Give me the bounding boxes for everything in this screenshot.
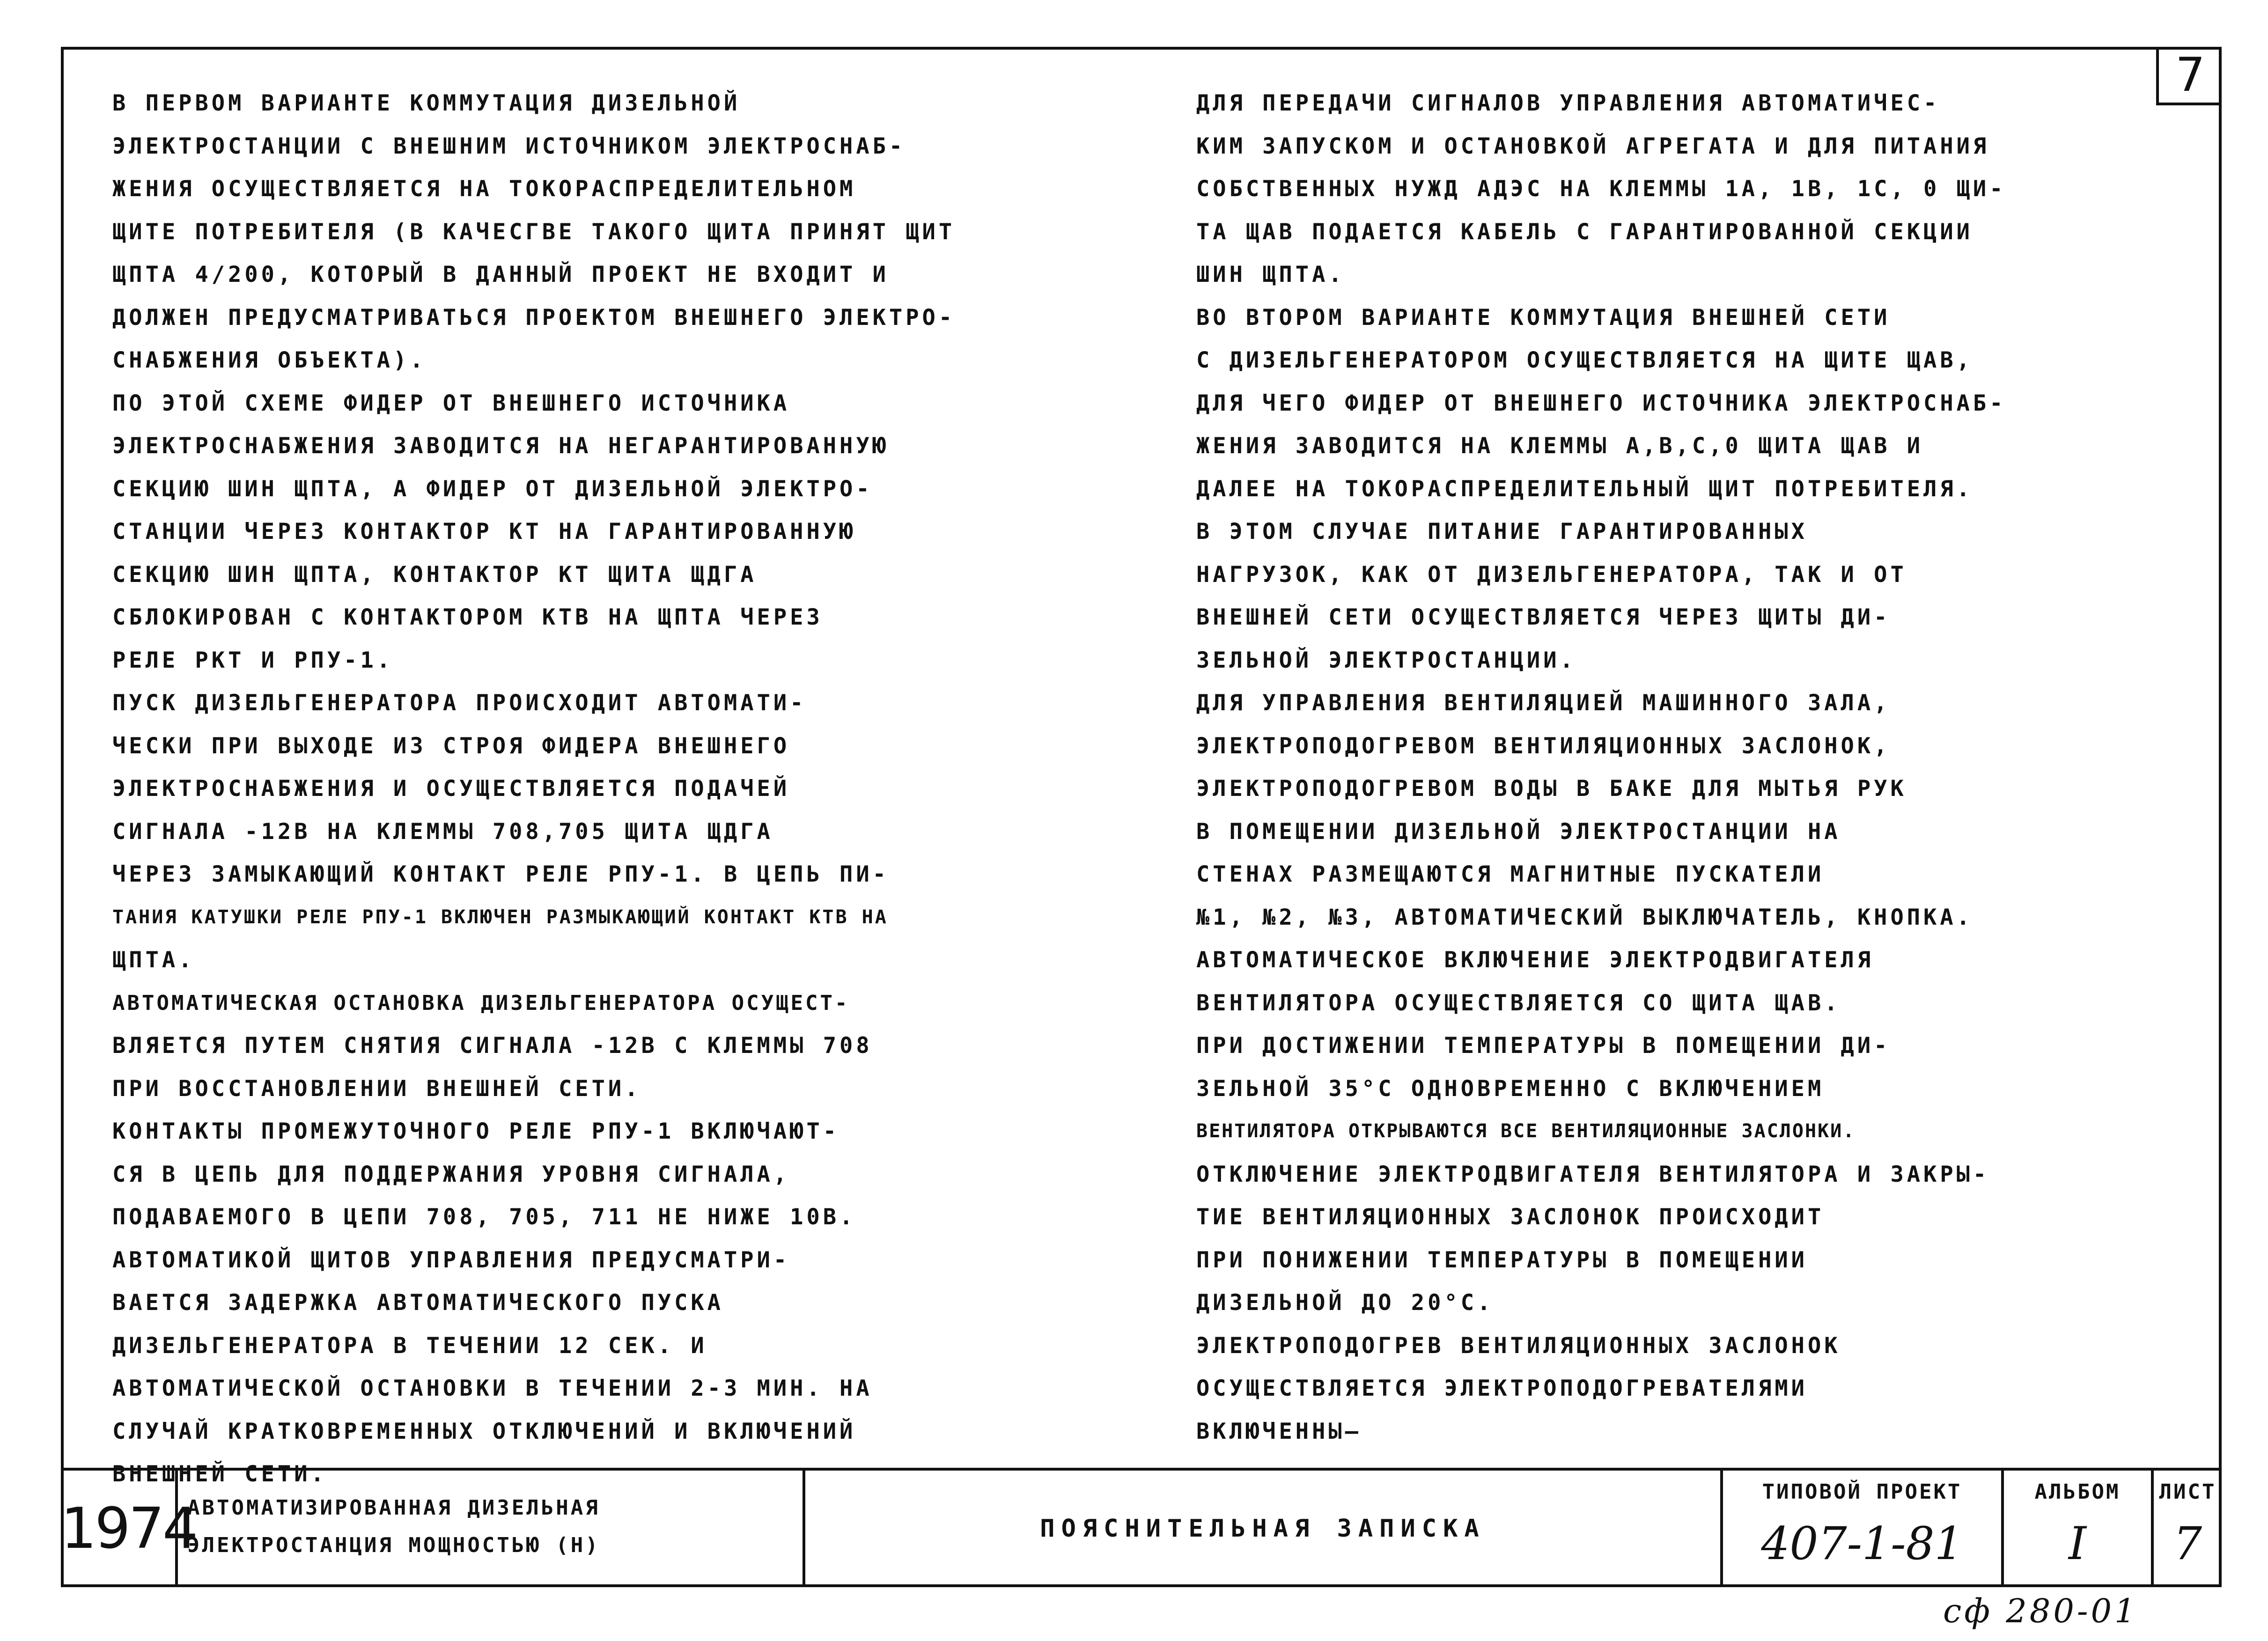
- text-line: СОБСТВЕННЫХ НУЖД АДЭС НА КЛЕММЫ 1А, 1В, 1С, 0 ЩИ-: [1196, 176, 2006, 202]
- text-line: ЗЕЛЬНОЙ ЭЛЕКТРОСТАНЦИИ.: [1196, 647, 1576, 673]
- text-line: ВЛЯЕТСЯ ПУТЕМ СНЯТИЯ СИГНАЛА -12В С КЛЕММЫ 708: [112, 1033, 873, 1059]
- text-line: СЕКЦИЮ ШИН ЩПТА, А ФИДЕР ОТ ДИЗЕЛЬНОЙ ЭЛЕКТРО-: [112, 476, 873, 502]
- text-line: СТАНЦИИ ЧЕРЕЗ КОНТАКТОР КТ НА ГАРАНТИРОВАННУЮ: [112, 519, 856, 545]
- text-line: ЩИТЕ ПОТРЕБИТЕЛЯ (В КАЧЕСГВЕ ТАКОГО ЩИТА ПРИНЯТ ЩИТ: [112, 219, 956, 245]
- text-line: ОТКЛЮЧЕНИЕ ЭЛЕКТРОДВИГАТЕЛЯ ВЕНТИЛЯТОРА И ЗАКРЫ-: [1196, 1161, 1990, 1187]
- text-line: ЭЛЕКТРОСНАБЖЕНИЯ ЗАВОДИТСЯ НА НЕГАРАНТИРОВАННУЮ: [112, 433, 889, 459]
- text-line: ШИН ЩПТА.: [1196, 262, 1345, 287]
- document-title: ПОЯСНИТЕЛЬНАЯ ЗАПИСКА: [805, 1471, 1723, 1587]
- year-cell: 1974: [61, 1471, 178, 1587]
- text-line: ЭЛЕКТРОПОДОГРЕВ ВЕНТИЛЯЦИОННЫХ ЗАСЛОНОК: [1196, 1332, 1841, 1359]
- text-line: СЯ В ЦЕПЬ ДЛЯ ПОДДЕРЖАНИЯ УРОВНЯ СИГНАЛА,: [112, 1161, 790, 1187]
- text-line: ЭЛЕКТРОПОДОГРЕВОМ ВЕНТИЛЯЦИОННЫХ ЗАСЛОНОК,: [1196, 733, 1891, 759]
- text-line: ПУСК ДИЗЕЛЬГЕНЕРАТОРА ПРОИСХОДИТ АВТОМАТИ-: [112, 690, 807, 716]
- text-line: АВТОМАТИКОЙ ЩИТОВ УПРАВЛЕНИЯ ПРЕДУСМАТРИ-: [112, 1247, 790, 1273]
- album-header: АЛЬБОМ: [2034, 1480, 2121, 1504]
- sheet-number-box: 7: [2156, 47, 2222, 105]
- text-line: АВТОМАТИЧЕСКОЕ ВКЛЮЧЕНИЕ ЭЛЕКТРОДВИГАТЕЛЯ: [1196, 947, 1874, 973]
- text-line: СЕКЦИЮ ШИН ЩПТА, КОНТАКТОР КТ ЩИТА ЩДГА: [112, 561, 757, 588]
- text-line: ДИЗЕЛЬГЕНЕРАТОРА В ТЕЧЕНИИ 12 СЕК. И: [112, 1332, 707, 1359]
- text-line: ПРИ ДОСТИЖЕНИИ ТЕМПЕРАТУРЫ В ПОМЕЩЕНИИ ДИ-: [1196, 1033, 1891, 1059]
- text-line: ЧЕРЕЗ ЗАМЫКАЮЩИЙ КОНТАКТ РЕЛЕ РПУ-1. В ЦЕПЬ ПИ-: [112, 861, 889, 887]
- album-cell: [2004, 1471, 2154, 1587]
- archive-cipher: сф 280-01: [1943, 1592, 2138, 1630]
- text-line: С ДИЗЕЛЬГЕНЕРАТОРОМ ОСУЩЕСТВЛЯЕТСЯ НА ЩИТЕ ЩАВ,: [1196, 347, 1973, 373]
- text-line: КИМ ЗАПУСКОМ И ОСТАНОВКОЙ АГРЕГАТА И ДЛЯ ПИТАНИЯ: [1196, 133, 1990, 159]
- text-line: В ПЕРВОМ ВАРИАНТЕ КОММУТАЦИЯ ДИЗЕЛЬНОЙ: [112, 90, 741, 116]
- text-line: ЖЕНИЯ ЗАВОДИТСЯ НА КЛЕММЫ А,В,С,0 ЩИТА ЩАВ И: [1196, 433, 1924, 459]
- text-line: В ПОМЕЩЕНИИ ДИЗЕЛЬНОЙ ЭЛЕКТРОСТАНЦИИ НА: [1196, 818, 1841, 845]
- text-line: ЗЕЛЬНОЙ 35°С ОДНОВРЕМЕННО С ВКЛЮЧЕНИЕМ: [1196, 1075, 1825, 1102]
- text-line: ЭЛЕКТРОСНАБЖЕНИЯ И ОСУЩЕСТВЛЯЕТСЯ ПОДАЧЕЙ: [112, 776, 790, 802]
- right-text-column: [1196, 82, 2194, 1453]
- text-line: ДОЛЖЕН ПРЕДУСМАТРИВАТЬСЯ ПРОЕКТОМ ВНЕШНЕГО ЭЛЕКТРО-: [112, 304, 956, 331]
- text-line: СТЕНАХ РАЗМЕЩАЮТСЯ МАГНИТНЫЕ ПУСКАТЕЛИ: [1196, 861, 1825, 887]
- text-line: ВЕНТИЛЯТОРА ОТКРЫВАЮТСЯ ВСЕ ВЕНТИЛЯЦИОННЫЕ ЗАСЛОНКИ.: [1196, 1120, 1856, 1142]
- text-line: ТИЕ ВЕНТИЛЯЦИОННЫХ ЗАСЛОНОК ПРОИСХОДИТ: [1196, 1204, 1825, 1230]
- text-line: ВО ВТОРОМ ВАРИАНТЕ КОММУТАЦИЯ ВНЕШНЕЙ СЕТИ: [1196, 304, 1891, 331]
- album-value: I: [2069, 1517, 2086, 1570]
- text-line: №1, №2, №3, АВТОМАТИЧЕСКИЙ ВЫКЛЮЧАТЕЛЬ, КНОПКА.: [1196, 904, 1973, 930]
- text-line: В ЭТОМ СЛУЧАЕ ПИТАНИЕ ГАРАНТИРОВАННЫХ: [1196, 519, 1808, 545]
- sheet-value: 7: [2173, 1517, 2202, 1570]
- text-line: ОСУЩЕСТВЛЯЕТСЯ ЭЛЕКТРОПОДОГРЕВАТЕЛЯМИ: [1196, 1376, 1808, 1401]
- text-line: ДЛЯ УПРАВЛЕНИЯ ВЕНТИЛЯЦИЕЙ МАШИННОГО ЗАЛА,: [1196, 690, 1891, 716]
- text-line: ЭЛЕКТРОСТАНЦИИ С ВНЕШНИМ ИСТОЧНИКОМ ЭЛЕКТРОСНАБ-: [112, 133, 906, 159]
- text-line: ПОДАВАЕМОГО В ЦЕПИ 708, 705, 711 НЕ НИЖЕ 10В.: [112, 1204, 856, 1230]
- text-line: ДЛЯ ЧЕГО ФИДЕР ОТ ВНЕШНЕГО ИСТОЧНИКА ЭЛЕКТРОСНАБ-: [1196, 390, 2006, 416]
- left-text-column: [112, 82, 1138, 1496]
- text-line: ЧЕСКИ ПРИ ВЫХОДЕ ИЗ СТРОЯ ФИДЕРА ВНЕШНЕГО: [112, 733, 790, 759]
- text-line: ПРИ ВОССТАНОВЛЕНИИ ВНЕШНЕЙ СЕТИ.: [112, 1075, 641, 1102]
- text-line: ЩПТА 4/200, КОТОРЫЙ В ДАННЫЙ ПРОЕКТ НЕ ВХОДИТ И: [112, 262, 889, 287]
- text-line: СБЛОКИРОВАН С КОНТАКТОРОМ КТВ НА ЩПТА ЧЕРЕЗ: [112, 604, 823, 630]
- project-cell: [1723, 1471, 2004, 1587]
- text-line: СНАБЖЕНИЯ ОБЪЕКТА).: [112, 347, 427, 373]
- text-line: ДЛЯ ПЕРЕДАЧИ СИГНАЛОВ УПРАВЛЕНИЯ АВТОМАТИЧЕС-: [1196, 90, 1940, 116]
- text-line: ДИЗЕЛЬНОЙ ДО 20°С.: [1196, 1290, 1494, 1316]
- sheet-header: ЛИСТ: [2159, 1480, 2216, 1504]
- text-line: ЭЛЕКТРОПОДОГРЕВОМ ВОДЫ В БАКЕ ДЛЯ МЫТЬЯ РУК: [1196, 776, 1907, 802]
- title-cell: [178, 1471, 805, 1587]
- text-line: СЛУЧАЙ КРАТКОВРЕМЕННЫХ ОТКЛЮЧЕНИЙ И ВКЛЮЧЕНИЙ: [112, 1418, 856, 1444]
- sheet-cell: [2154, 1471, 2222, 1587]
- text-line: ПО ЭТОЙ СХЕМЕ ФИДЕР ОТ ВНЕШНЕГО ИСТОЧНИКА: [112, 390, 790, 416]
- text-line: ВАЕТСЯ ЗАДЕРЖКА АВТОМАТИЧЕСКОГО ПУСКА: [112, 1290, 724, 1316]
- project-value: 407-1-81: [1761, 1517, 1963, 1570]
- text-line: ТА ЩАВ ПОДАЕТСЯ КАБЕЛЬ С ГАРАНТИРОВАННОЙ СЕКЦИИ: [1196, 219, 1973, 245]
- text-line: ТАНИЯ КАТУШКИ РЕЛЕ РПУ-1 ВКЛЮЧЕН РАЗМЫКАЮЩИЙ КОНТАКТ КТВ НА: [112, 906, 888, 928]
- title-block: [61, 1468, 2222, 1587]
- text-line: ВНЕШНЕЙ СЕТИ.: [112, 1461, 327, 1487]
- text-line: СИГНАЛА -12В НА КЛЕММЫ 708,705 ЩИТА ЩДГА: [112, 818, 773, 845]
- text-line: ВЕНТИЛЯТОРА ОСУЩЕСТВЛЯЕТСЯ СО ЩИТА ЩАВ.: [1196, 990, 1841, 1016]
- title-line-1: АВТОМАТИЗИРОВАННАЯ ДИЗЕЛЬНАЯ: [187, 1496, 600, 1520]
- text-line: ЖЕНИЯ ОСУЩЕСТВЛЯЕТСЯ НА ТОКОРАСПРЕДЕЛИТЕЛЬНОМ: [112, 176, 856, 202]
- text-line: ВКЛЮЧЕННЫ—: [1196, 1418, 1362, 1444]
- text-line: ПРИ ПОНИЖЕНИИ ТЕМПЕРАТУРЫ В ПОМЕЩЕНИИ: [1196, 1247, 1808, 1273]
- project-header: ТИПОВОЙ ПРОЕКТ: [1762, 1480, 1962, 1504]
- text-line: АВТОМАТИЧЕСКАЯ ОСТАНОВКА ДИЗЕЛЬГЕНЕРАТОРА ОСУЩЕСТ-: [112, 991, 850, 1015]
- text-line: ДАЛЕЕ НА ТОКОРАСПРЕДЕЛИТЕЛЬНЫЙ ЩИТ ПОТРЕБИТЕЛЯ.: [1196, 476, 1973, 502]
- text-line: КОНТАКТЫ ПРОМЕЖУТОЧНОГО РЕЛЕ РПУ-1 ВКЛЮЧАЮТ-: [112, 1119, 840, 1144]
- text-line: ВНЕШНЕЙ СЕТИ ОСУЩЕСТВЛЯЕТСЯ ЧЕРЕЗ ЩИТЫ ДИ-: [1196, 604, 1891, 630]
- text-line: НАГРУЗОК, КАК ОТ ДИЗЕЛЬГЕНЕРАТОРА, ТАК И ОТ: [1196, 561, 1907, 588]
- text-line: ЩПТА.: [112, 947, 195, 973]
- text-line: АВТОМАТИЧЕСКОЙ ОСТАНОВКИ В ТЕЧЕНИИ 2-3 МИН. НА: [112, 1376, 873, 1401]
- title-line-2: ЭЛЕКТРОСТАНЦИЯ МОЩНОСТЬЮ (Н): [187, 1533, 600, 1557]
- text-line: РЕЛЕ РКТ И РПУ-1.: [112, 647, 394, 673]
